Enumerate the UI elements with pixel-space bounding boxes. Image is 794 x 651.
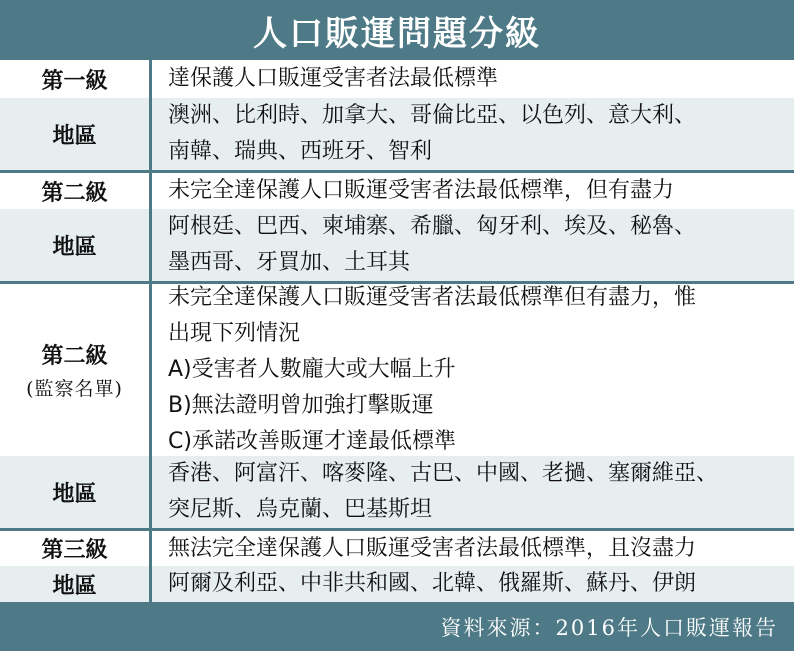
tier-criteria — [152, 60, 794, 98]
region-line: 澳洲、比利時、加拿大、哥倫比亞、以色列、意大利、 — [168, 103, 697, 128]
tier-2-row — [0, 170, 794, 209]
region-label: 地區 — [0, 209, 152, 281]
tier-label: 第二級 — [0, 173, 152, 209]
tier-label — [0, 284, 152, 456]
tier-2-watch-row — [0, 281, 794, 456]
tier-label-sub: (監察名單) — [26, 378, 123, 400]
tier-1-regions-row — [0, 98, 794, 170]
region-list — [152, 98, 794, 170]
region-list — [152, 456, 794, 528]
region-line: 墨西哥、牙買加、土耳其 — [168, 250, 411, 275]
region-label: 地區 — [0, 456, 152, 528]
tier-table — [0, 60, 794, 602]
source-note: 資料來源：2016年人口販運報告 — [0, 602, 794, 651]
page-title: 人口販運問題分級 — [0, 0, 794, 60]
tier-criteria — [152, 284, 794, 456]
region-label: 地區 — [0, 98, 152, 170]
criteria-line: C)承諾改善販運才達最低標準 — [168, 429, 456, 454]
region-line: 阿根廷、巴西、柬埔寨、希臘、匈牙利、埃及、秘魯、 — [168, 214, 697, 239]
tier-2-watch-regions-row — [0, 456, 794, 528]
region-line: 香港、阿富汗、喀麥隆、古巴、中國、老撾、塞爾維亞、 — [168, 461, 719, 486]
criteria-line: B)無法證明曾加強打擊販運 — [168, 393, 434, 418]
criteria-line: 出現下列情況 — [168, 321, 301, 346]
criteria-line: 未完全達保護人口販運受害者法最低標準但有盡力，惟 — [168, 285, 697, 310]
region-line: 南韓、瑞典、西班牙、智利 — [168, 139, 433, 164]
tier-label: 第三級 — [0, 531, 152, 566]
region-list — [152, 209, 794, 281]
tier-3-row — [0, 528, 794, 566]
tier-criteria — [152, 173, 794, 209]
tier-2-regions-row — [0, 209, 794, 281]
region-list — [152, 566, 794, 602]
tier-1-row — [0, 60, 794, 98]
criteria-line: 未完全達保護人口販運受害者法最低標準，但有盡力 — [168, 178, 675, 203]
region-line: 突尼斯、烏克蘭、巴基斯坦 — [168, 497, 433, 522]
region-line: 阿爾及利亞、中非共和國、北韓、俄羅斯、蘇丹、伊朗 — [168, 571, 697, 596]
criteria-line: 達保護人口販運受害者法最低標準 — [168, 66, 499, 91]
region-label: 地區 — [0, 566, 152, 602]
tier-criteria — [152, 531, 794, 566]
criteria-line: A)受害者人數龐大或大幅上升 — [168, 357, 456, 382]
tier-label: 第一級 — [0, 60, 152, 98]
tier-label-main: 第二級 — [41, 344, 108, 369]
criteria-line: 無法完全達保護人口販運受害者法最低標準，且沒盡力 — [168, 535, 697, 561]
tier-3-regions-row — [0, 566, 794, 602]
